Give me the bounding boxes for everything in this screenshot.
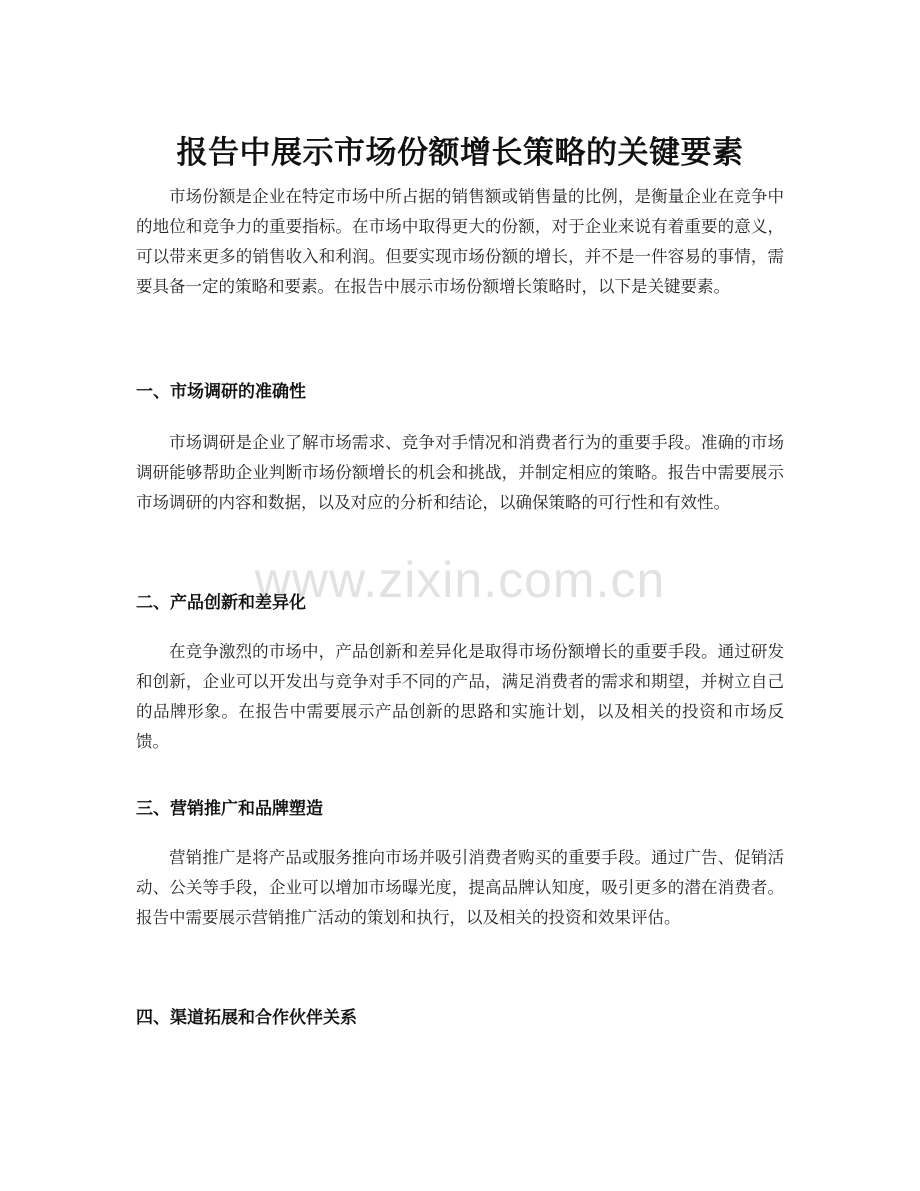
section-3-body: 营销推广是将产品或服务推向市场并吸引消费者购买的重要手段。通过广告、促销活动、公关等手段，企业可以增加市场曝光度，提高品牌认知度，吸引更多的潜在消费者。报告中需要展示营销推广活动的策划和执行，以及相关的投资和效果评估。 xyxy=(136,848,784,927)
section-4-heading: 四、渠道拓展和合作伙伴关系 xyxy=(136,1008,357,1028)
section-1-heading: 一、市场调研的准确性 xyxy=(136,382,306,402)
section-3-heading: 三、营销推广和品牌塑造 xyxy=(136,799,323,819)
section-1-body: 市场调研是企业了解市场需求、竞争对手情况和消费者行为的重要手段。准确的市场调研能够帮助企业判断市场份额增长的机会和挑战，并制定相应的策略。报告中需要展示市场调研的内容和数据，以及对应的分析和结论，以确保策略的可行性和有效性。 xyxy=(136,433,784,512)
section-2-body: 在竞争激烈的市场中，产品创新和差异化是取得市场份额增长的重要手段。通过研发和创新，企业可以开发出与竞争对手不同的产品，满足消费者的需求和期望，并树立自己的品牌形象。在报告中需要展示产品创新的思路和实施计划，以及相关的投资和市场反馈。 xyxy=(136,642,784,751)
watermark: www.zixin.com.cn xyxy=(254,552,666,608)
intro-paragraph: 市场份额是企业在特定市场中所占据的销售额或销售量的比例，是衡量企业在竞争中的地位和竞争力的重要指标。在市场中取得更大的份额，对于企业来说有着重要的意义，可以带来更多的销售收入和利润。但要实现市场份额的增长，并不是一件容易的事情，需要具备一定的策略和要素。在报告中展示市场份额增长策略时，以下是关键要素。 xyxy=(136,187,784,296)
section-2-heading: 二、产品创新和差异化 xyxy=(136,593,306,613)
page-title: 报告中展示市场份额增长策略的关键要素 xyxy=(176,134,744,171)
